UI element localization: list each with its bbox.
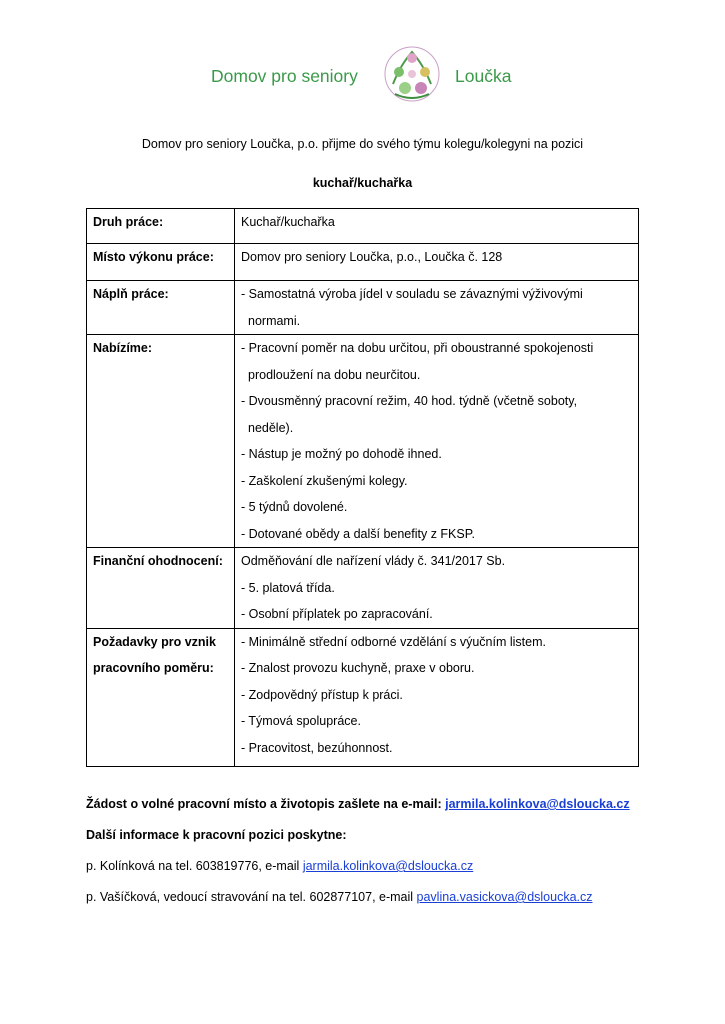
table-row	[87, 209, 639, 244]
row-value-line: - 5. platová třída.	[241, 580, 335, 595]
intro-text: Domov pro seniory Loučka, p.o. přijme do svého týmu kolegu/kolegyni na pozici	[141, 137, 584, 151]
row-label-line: pracovního poměru:	[93, 661, 214, 675]
row-label-line: Druh práce:	[93, 215, 164, 229]
row-value-line: prodloužení na dobu neurčitou.	[248, 367, 421, 382]
job-details-table	[86, 208, 639, 767]
contact1-text: p. Kolínková na tel. 603819776, e-mail	[86, 859, 303, 873]
table-row	[87, 244, 639, 281]
row-value-line: - Osobní příplatek po zapracování.	[241, 607, 433, 621]
row-value-line: - Pracovitost, bezúhonnost.	[241, 740, 393, 755]
row-label	[87, 628, 235, 766]
row-label	[87, 335, 235, 548]
logo-text-right: Loučka	[455, 66, 512, 86]
row-value-line: - Znalost provozu kuchyně, praxe v oboru.	[241, 661, 475, 675]
row-value-line: - Zodpovědný přístup k práci.	[241, 687, 403, 702]
row-value	[235, 209, 639, 244]
row-value-line: - Nástup je možný po dohodě ihned.	[241, 447, 442, 461]
contact-section	[86, 794, 646, 918]
row-value	[235, 335, 639, 548]
position-title: kuchař/kuchařka	[312, 176, 413, 190]
row-value-line: - Minimálně střední odborné vzdělání s výučním listem.	[241, 634, 546, 649]
contact-line-2	[86, 887, 646, 918]
application-text: Žádost o volné pracovní místo a životopis zašlete na e-mail:	[86, 797, 446, 811]
row-value-line: Domov pro seniory Loučka, p.o., Loučka č. 128	[241, 250, 503, 264]
row-value-line: - Zaškolení zkušenými kolegy.	[241, 473, 408, 488]
logo-text-left: Domov pro seniory	[211, 66, 358, 86]
table-row	[87, 548, 639, 629]
row-label-line: Náplň práce:	[93, 287, 169, 301]
table-row	[87, 335, 639, 548]
row-value-line: Odměňování dle nařízení vlády č. 341/2017 Sb.	[241, 554, 506, 568]
logo	[211, 42, 521, 106]
row-value-line: neděle).	[248, 420, 294, 435]
table-row	[87, 281, 639, 335]
row-label	[87, 281, 235, 335]
row-label	[87, 244, 235, 281]
row-value-line: - Pracovní poměr na dobu určitou, při oboustranné spokojenosti	[241, 341, 594, 355]
row-value-line: - Dotované obědy a další benefity z FKSP.	[241, 526, 475, 541]
row-value-line: - Týmová spolupráce.	[241, 714, 361, 728]
row-label-line: Finanční ohodnocení:	[93, 554, 223, 568]
info-heading: Další informace k pracovní pozici poskytne:	[86, 828, 347, 842]
row-label-line: Požadavky pro vznik	[93, 634, 216, 649]
row-label	[87, 209, 235, 244]
row-value	[235, 548, 639, 629]
row-label	[87, 548, 235, 629]
row-value-line: Kuchař/kuchařka	[241, 215, 335, 229]
application-line	[86, 794, 646, 825]
row-label-line: Místo výkonu práce:	[93, 250, 214, 264]
row-value	[235, 628, 639, 766]
row-value	[235, 244, 639, 281]
contact1-email-link[interactable]: jarmila.kolinkova@dsloucka.cz	[302, 859, 474, 873]
row-value-line: - 5 týdnů dovolené.	[241, 500, 348, 514]
contact2-text: p. Vašíčková, vedoucí stravování na tel. 602877107, e-mail	[86, 890, 417, 904]
application-email-link[interactable]: jarmila.kolinkova@dsloucka.cz	[445, 797, 630, 811]
contact2-email-link[interactable]: pavlina.vasickova@dsloucka.cz	[416, 890, 593, 904]
row-value-line: normami.	[248, 313, 301, 328]
row-value	[235, 281, 639, 335]
flower-logo-icon	[381, 44, 443, 104]
row-value-line: - Dvousměnný pracovní režim, 40 hod. týdně (včetně soboty,	[241, 394, 578, 408]
table-row	[87, 628, 639, 766]
row-label-line: Nabízíme:	[93, 341, 153, 355]
row-value-line: - Samostatná výroba jídel v souladu se závaznými výživovými	[241, 287, 583, 301]
contact-line-1	[86, 856, 646, 887]
